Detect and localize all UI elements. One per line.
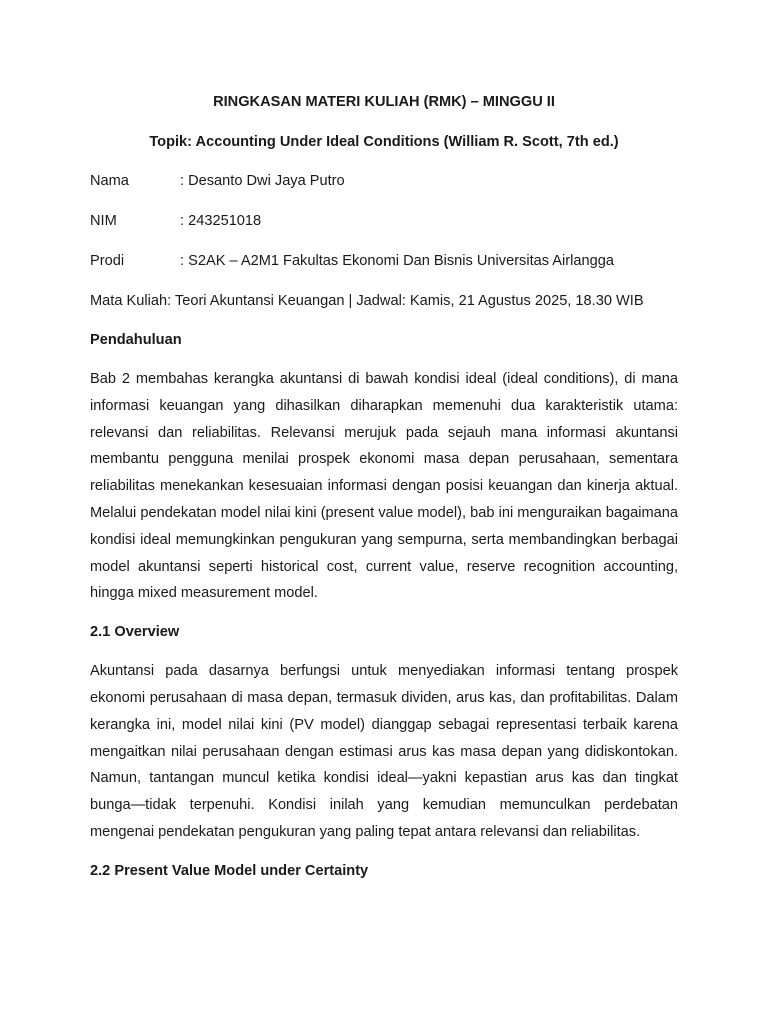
document-topic: Topik: Accounting Under Ideal Conditions (William R. Scott, 7th ed.)	[149, 134, 619, 150]
info-value: : Desanto Dwi Jaya Putro	[180, 173, 345, 189]
section-heading-overview: 2.1 Overview	[90, 624, 180, 641]
section-heading-pendahuluan: Pendahuluan	[90, 332, 182, 348]
info-label: NIM	[90, 213, 117, 229]
info-label: Nama	[90, 173, 129, 189]
info-row-prodi	[90, 252, 678, 270]
section-body-overview: Akuntansi pada dasarnya berfungsi untuk menyediakan informasi tentang prospek ekonomi perusahaan di masa depan, termasuk dividen, arus kas, dan profitabilitas. Dalam kerangka ini, model nilai kini (PV model) dianggap sebagai representasi terbaik karena mengaitkan nilai perusahaan dengan estimasi arus kas masa depan yang didiskontokan. Namun, tantangan muncul ketika kondisi ideal—yakni kepastian arus kas dan tingkat bunga—tidak terpenuhi. Kondisi inilah yang kemudian memunculkan perdebatan mengenai pendekatan pengukuran yang paling tepat antara relevansi dan reliabilitas.	[90, 663, 678, 840]
info-row-nim	[90, 212, 678, 230]
info-row-nama	[90, 172, 678, 190]
info-label: Prodi	[90, 253, 125, 269]
section-body-pendahuluan: Bab 2 membahas kerangka akuntansi di bawah kondisi ideal (ideal conditions), di mana informasi keuangan yang dihasilkan diharapkan memenuhi dua karakteristik utama: relevansi dan reliabilitas. Relevansi merujuk pada sejauh mana informasi akuntansi membantu pengguna menilai prospek ekonomi masa depan perusahaan, sementara reliabilitas menekankan kesesuaian informasi dengan posisi keuangan dan kinerja aktual. Melalui pendekatan model nilai kini (present value model), bab ini menguraikan bagaimana kondisi ideal memungkinkan pengukuran yang sempurna, serta membandingkan berbagai model akuntansi seperti historical cost, current value, reserve recognition accounting, hingga mixed measurement model.	[90, 371, 678, 602]
section-heading-present-value: 2.2 Present Value Model under Certainty	[90, 862, 369, 879]
info-value: : 243251018	[180, 213, 262, 229]
info-value: : S2AK – A2M1 Fakultas Ekonomi Dan Bisnis Universitas Airlangga	[180, 253, 614, 269]
document-title: RINGKASAN MATERI KULIAH (RMK) – MINGGU II	[213, 94, 555, 110]
course-schedule-line: Mata Kuliah: Teori Akuntansi Keuangan | Jadwal: Kamis, 21 Agustus 2025, 18.30 WIB	[90, 293, 644, 309]
document-content	[90, 93, 678, 901]
